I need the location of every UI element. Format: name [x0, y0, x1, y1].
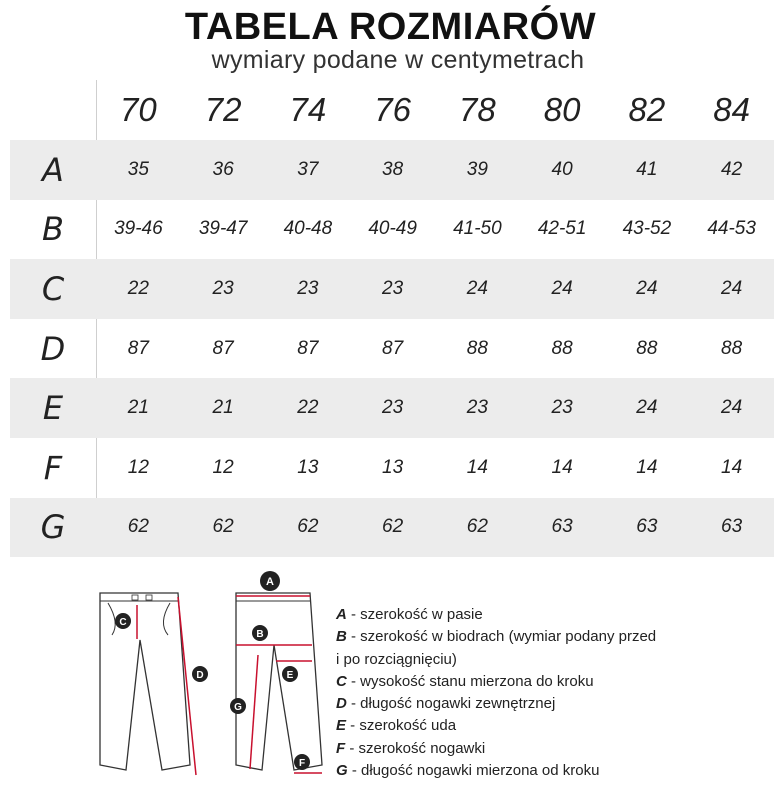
- table-row: [10, 140, 774, 200]
- table-cell: 88: [551, 337, 573, 359]
- legend-key: A: [336, 606, 347, 623]
- legend-key: D: [336, 695, 347, 713]
- trousers-back-outline: [236, 593, 322, 770]
- table-cell: 22: [127, 277, 149, 299]
- table-cell: 39: [466, 158, 488, 180]
- table-cell: 24: [551, 277, 573, 299]
- legend-text: - szerokość uda: [346, 717, 457, 735]
- table-cell: 14: [721, 456, 743, 478]
- legend-item: [336, 671, 656, 693]
- table-row: [10, 200, 774, 260]
- table-cell: 42-51: [537, 218, 587, 240]
- legend-key: G: [336, 762, 348, 780]
- legend-item: [336, 604, 656, 626]
- table-cell: 24: [636, 397, 658, 419]
- table-cell: 23: [466, 397, 488, 419]
- table-cell: 21: [127, 397, 149, 419]
- table-cell: 88: [721, 337, 743, 359]
- size-header: 80: [543, 91, 581, 128]
- legend-item: [336, 693, 656, 715]
- trousers-front-outline: [100, 593, 190, 770]
- table-cell: 13: [297, 456, 319, 478]
- table-row: [10, 438, 774, 498]
- table-cell: 40: [551, 158, 573, 180]
- table-cell: 87: [382, 337, 404, 359]
- row-label: D: [40, 329, 66, 368]
- table-row: [10, 319, 774, 379]
- table-cell: 13: [382, 456, 404, 478]
- size-header: 72: [204, 91, 242, 128]
- table-body: [10, 140, 774, 557]
- table-cell: 88: [636, 337, 658, 359]
- table-cell: 38: [382, 158, 404, 180]
- table-cell: 63: [636, 516, 658, 538]
- marker-f-label: F: [298, 758, 306, 769]
- table-cell: 24: [721, 397, 743, 419]
- table-cell: 87: [212, 337, 234, 359]
- table-row: [10, 259, 774, 319]
- table-cell: 39-47: [198, 218, 248, 240]
- table-cell: 63: [551, 516, 573, 538]
- table-cell: 87: [127, 337, 149, 359]
- table-cell: 41: [636, 158, 658, 180]
- table-cell: 44-53: [707, 218, 756, 240]
- table-cell: 12: [212, 456, 234, 478]
- marker-c-label: C: [119, 617, 127, 628]
- legend-text: - długość nogawki zewnętrznej: [346, 695, 556, 713]
- table-cell: 23: [297, 277, 319, 299]
- legend-key: C: [336, 672, 347, 690]
- legend-item: [336, 626, 656, 648]
- row-label: E: [42, 389, 64, 428]
- table-cell: 62: [466, 516, 488, 538]
- table-cell: 23: [212, 277, 234, 299]
- row-label: A: [42, 150, 64, 189]
- table-cell: 39-46: [114, 218, 163, 240]
- table-header-row: [10, 80, 774, 140]
- legend-text: - szerokość w biodrach (wymiar podany przed: [346, 628, 657, 646]
- table-cell: 62: [127, 516, 149, 538]
- table-cell: 35: [127, 158, 149, 180]
- legend-key: E: [336, 717, 347, 735]
- table-cell: 14: [466, 456, 488, 478]
- table-cell: 23: [551, 397, 573, 419]
- table-cell: 42: [721, 158, 743, 180]
- page-subtitle: wymiary podane w centymetrach: [211, 46, 585, 74]
- table-cell: 88: [466, 337, 488, 359]
- table-cell: 41-50: [453, 218, 502, 240]
- table-cell: 43-52: [622, 218, 672, 240]
- page-title: TABELA ROZMIARÓW: [184, 6, 597, 48]
- table-cell: 14: [636, 456, 658, 478]
- table-cell: 12: [127, 456, 149, 478]
- table-cell: 22: [297, 397, 319, 419]
- marker-a-label: A: [266, 576, 274, 588]
- marker-g-label: G: [234, 702, 242, 713]
- legend-key: F: [336, 739, 346, 757]
- marker-b-label: B: [256, 629, 264, 640]
- legend-item: [336, 715, 656, 737]
- table-cell: 24: [721, 277, 743, 299]
- table-cell: 62: [212, 516, 234, 538]
- table-cell: 62: [382, 516, 404, 538]
- row-label: B: [42, 210, 64, 249]
- table-cell: 36: [212, 158, 234, 180]
- size-header: 84: [713, 91, 750, 128]
- size-header: 82: [628, 91, 666, 128]
- size-table: [10, 80, 774, 557]
- table-cell: 23: [382, 397, 404, 419]
- legend-item: [336, 760, 656, 782]
- legend-text: - długość nogawki mierzona od kroku: [347, 762, 600, 780]
- table-cell: 40-48: [283, 218, 333, 240]
- table-cell: 87: [297, 337, 319, 359]
- legend-text: - wysokość stanu mierzona do kroku: [346, 672, 594, 690]
- legend-text: - szerokość nogawki: [345, 739, 486, 757]
- table-cell: 24: [636, 277, 658, 299]
- table-cell: 62: [297, 516, 319, 538]
- table-cell: 40-49: [368, 218, 417, 240]
- table-cell: 23: [382, 277, 404, 299]
- marker-d-label: D: [196, 670, 204, 681]
- table-cell: 14: [551, 456, 573, 478]
- table-cell: 24: [466, 277, 488, 299]
- size-header: 74: [289, 91, 327, 128]
- table-cell: 21: [212, 397, 234, 419]
- size-header: 76: [374, 91, 411, 128]
- legend-key: B: [336, 628, 347, 646]
- legend-item: [336, 738, 656, 760]
- legend-item: [336, 649, 656, 671]
- measurement-legend: [336, 604, 656, 782]
- table-row: [10, 498, 774, 558]
- size-header: 70: [120, 91, 157, 128]
- table-row: [10, 378, 774, 438]
- table-cell: 63: [721, 516, 743, 538]
- legend-text: i po rozciągnięciu): [336, 650, 457, 668]
- trousers-diagram: [90, 565, 330, 790]
- row-label: C: [41, 269, 65, 308]
- row-label: F: [43, 448, 63, 487]
- table-cell: 37: [297, 158, 319, 180]
- marker-e-label: E: [286, 670, 294, 681]
- legend-text: - szerokość w pasie: [346, 606, 483, 623]
- row-label: G: [40, 508, 66, 547]
- size-header: 78: [459, 91, 496, 128]
